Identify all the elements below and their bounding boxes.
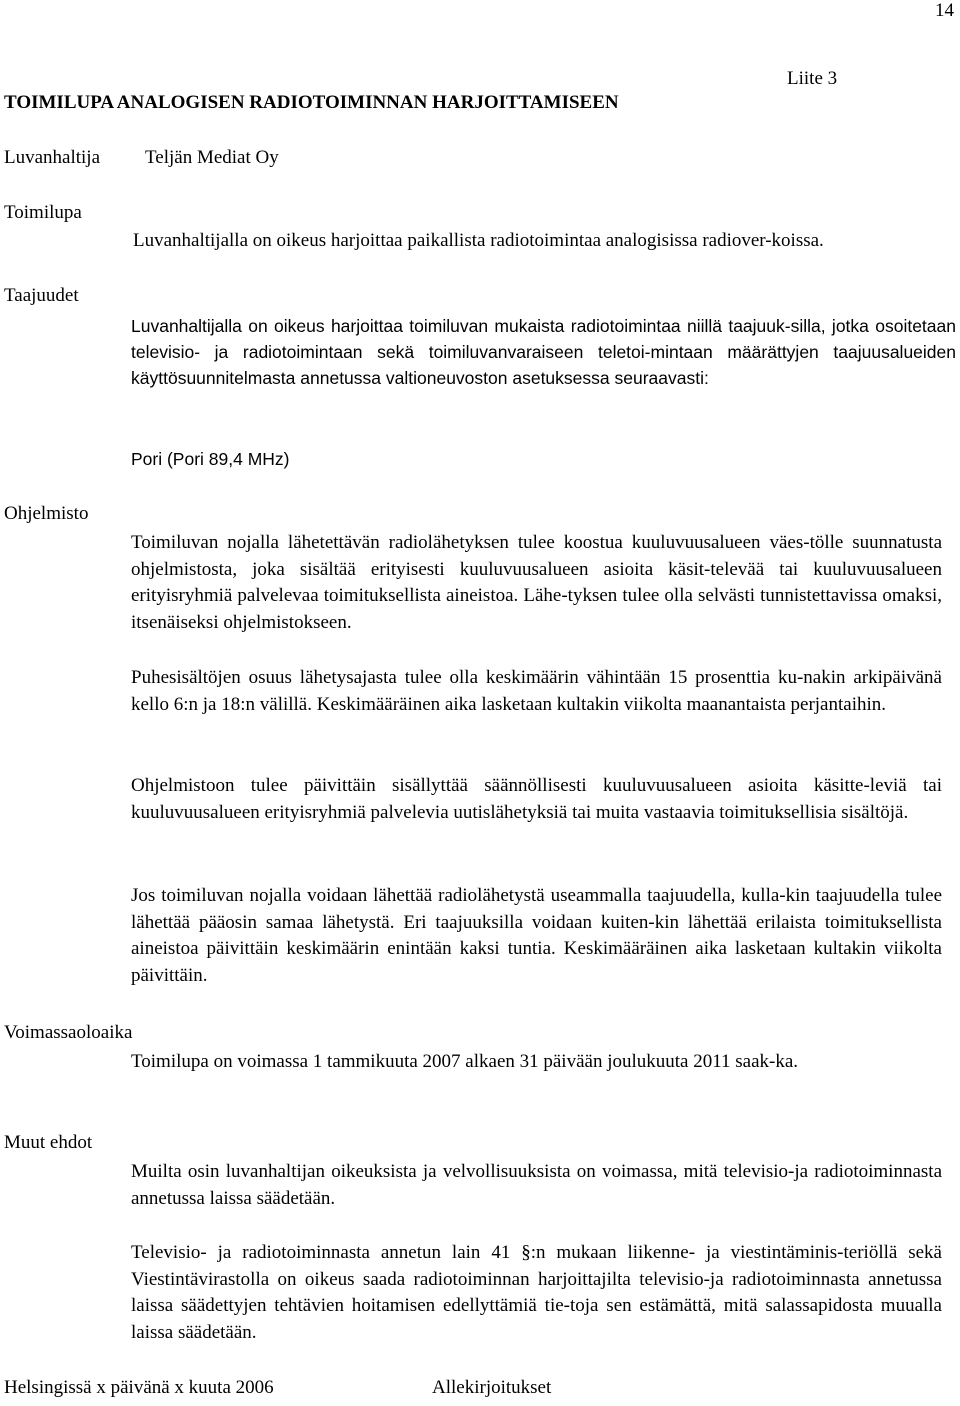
frequencies-label: Taajuudet: [4, 285, 79, 306]
license-text: Luvanhaltijalla on oikeus harjoittaa paikallista radiotoimintaa analogisissa radiover-koissa.: [133, 230, 824, 251]
validity-label: Voimassaoloaika: [4, 1022, 133, 1043]
programming-paragraph: Toimiluvan nojalla lähetettävän radiolähetyksen tulee koostua kuuluvuusalueen väes-tölle suunnatusta ohjelmistosta, joka sisältää erityisesti kuuluvuusalueen asioita käsit-televää tai kuuluvuusalueen erityisryhmiä palvelevaa toimituksellista aineistoa. Lähe-tyksen tulee olla selvästi tunnistettavissa omaksi, itsenäiseksi ohjelmistokseen.: [131, 532, 942, 633]
license-label: Toimilupa: [4, 202, 82, 223]
other-terms-paragraph: Muilta osin luvanhaltijan oikeuksista ja velvollisuuksista on voimassa, mitä televisio-ja radiotoiminnasta annetussa laissa säädetään.: [131, 1161, 942, 1209]
other-terms-paragraph: Televisio- ja radiotoiminnasta annetun lain 41 §:n mukaan liikenne- ja viestintäminis-teriöllä sekä Viestintävirastolla on oikeus saada radiotoiminnan harjoittajilta televisio-ja radiotoiminnasta annetussa laissa säädettyjen tehtävien hoitamisen edellyttämiä tie-toja sen estämättä, mitä salassapidosta muualla laissa säädetään.: [131, 1242, 942, 1343]
other-terms-label: Muut ehdot: [4, 1132, 93, 1153]
programming-label: Ohjelmisto: [4, 503, 89, 524]
programming-paragraph: Ohjelmistoon tulee päivittäin sisällyttää säännöllisesti kuuluvuusalueen asioita käsitte-leviä tai kuuluvuusalueen erityisryhmiä palvelevia uutislähetyksiä tai muita vastaavia toimituksellisia sisältöjä.: [131, 775, 942, 823]
licensee-label: Luvanhaltija: [4, 147, 101, 168]
frequency-location: Pori (Pori 89,4 MHz): [131, 449, 290, 469]
frequencies-text: Luvanhaltijalla on oikeus harjoittaa toimiluvan mukaista radiotoimintaa niillä taajuuk-silla, jotka osoitetaan televisio- ja radiotoimintaan sekä toimiluvanvaraiseen teletoi-mintaan määrättyjen taajuusalueiden käyttösuunnitelmasta annetussa valtioneuvoston asetuksessa seuraavasti:: [131, 316, 956, 388]
signatures-label: Allekirjoitukset: [432, 1377, 552, 1398]
document-title: TOIMILUPA ANALOGISEN RADIOTOIMINNAN HARJOITTAMISEEN: [4, 92, 619, 113]
attachment-label: Liite 3: [787, 68, 838, 89]
validity-text: Toimilupa on voimassa 1 tammikuuta 2007 alkaen 31 päivään joulukuuta 2011 saak-ka.: [131, 1051, 799, 1072]
place-date: Helsingissä x päivänä x kuuta 2006: [4, 1377, 274, 1398]
programming-paragraph: Puhesisältöjen osuus lähetysajasta tulee olla keskimäärin vähintään 15 prosenttia ku-nakin arkipäivänä kello 6:n ja 18:n välillä. Keskimääräinen aika lasketaan kultakin viikolta maanantaista perjantaihin.: [131, 667, 942, 715]
programming-paragraph: Jos toimiluvan nojalla voidaan lähettää radiolähetystä useammalla taajuudella, kulla-kin taajuudella tulee lähettää pääosin samaa lähetystä. Eri taajuuksilla voidaan kuiten-kin lähettää erilaista toimituksellista aineistoa päivittäin keskimäärin enintään kaksi tuntia. Keskimääräinen aika lasketaan kultakin viikolta päivittäin.: [131, 885, 942, 986]
licensee-value: Teljän Mediat Oy: [145, 147, 279, 168]
page-number: 14: [935, 0, 954, 21]
